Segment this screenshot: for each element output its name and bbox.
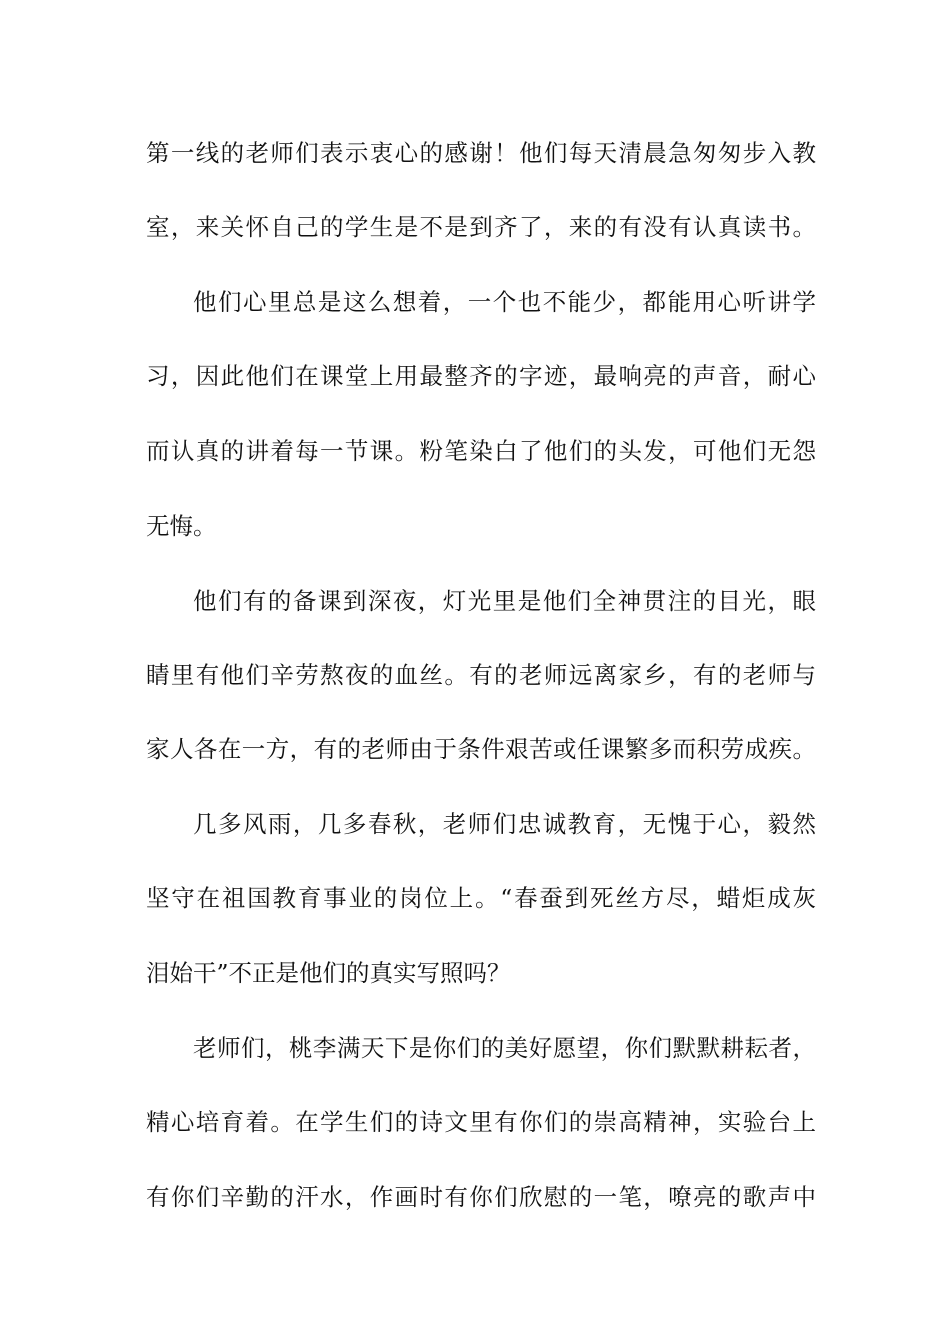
text-line: 精心培育着。在学生们的诗文里有你们的崇高精神，实验台上 (146, 1108, 816, 1136)
text-line: 泪始干”不正是他们的真实写照吗？ (146, 959, 511, 987)
text-line: 无悔。 (146, 512, 217, 540)
text-line: 第一线的老师们表示衷心的感谢！他们每天清晨急匆匆步入教 (146, 139, 816, 167)
text-line: 几多风雨，几多春秋，老师们忠诚教育，无愧于心，毅然 (193, 810, 816, 838)
text-line: 老师们，桃李满天下是你们的美好愿望，你们默默耕耘者， (193, 1034, 816, 1062)
text-line: 坚守在祖国教育事业的岗位上。“春蚕到死丝方尽，蜡炬成灰 (146, 884, 816, 912)
text-line: 习，因此他们在课堂上用最整齐的字迹，最响亮的声音，耐心 (146, 362, 816, 390)
text-line: 他们心里总是这么想着，一个也不能少，都能用心听讲学 (193, 288, 816, 316)
text-line: 睛里有他们辛劳熬夜的血丝。有的老师远离家乡，有的老师与 (146, 661, 816, 689)
text-line: 有你们辛勤的汗水，作画时有你们欣慰的一笔，嘹亮的歌声中 (146, 1183, 816, 1211)
text-line: 室，来关怀自己的学生是不是到齐了，来的有没有认真读书。 (146, 213, 816, 241)
text-line: 他们有的备课到深夜，灯光里是他们全神贯注的目光，眼 (193, 587, 816, 615)
text-line: 家人各在一方，有的老师由于条件艰苦或任课繁多而积劳成疾。 (146, 735, 816, 763)
text-line: 而认真的讲着每一节课。粉笔染白了他们的头发，可他们无怨 (146, 437, 816, 465)
